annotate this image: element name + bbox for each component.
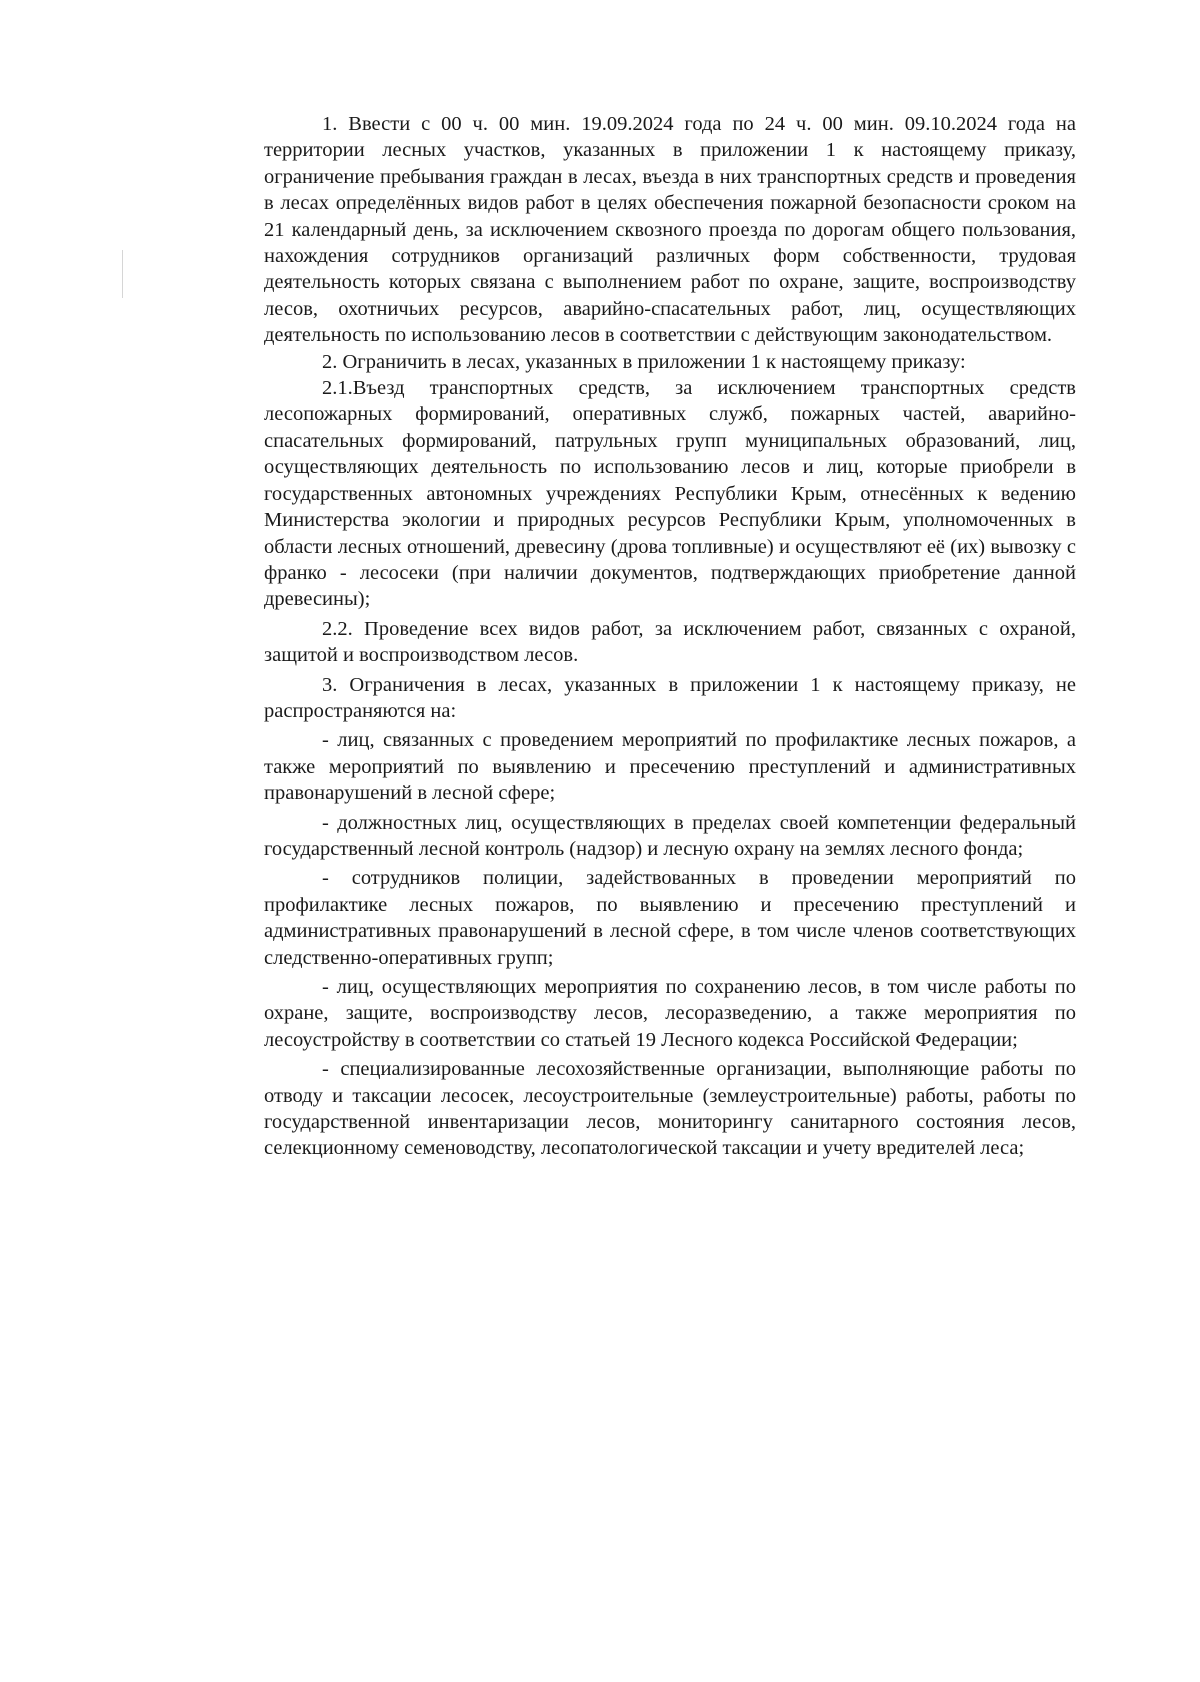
exception-item-police: - сотрудников полиции, задействованных в проведении мероприятий по профилактике лесных пожаров, по выявлению и пресечению преступлений и административных правонарушений в лесной сфере, в том числе членов соответствующих следственно-оперативных групп; [264, 867, 1076, 969]
paragraph-2-1-vehicle-entry: 2.1.Въезд транспортных средств, за исключением транспортных средств лесопожарных формирований, оперативных служб, пожарных частей, аварийно-спасательных формирований, патрульных групп муниципальных образований, лиц, осуществляющих деятельность по использованию лесов и лиц, которые приобрели в государственных автономных учреждениях Республики Крым, отнесённых к ведению Министерства экологии и природных ресурсов Республики Крым, уполномоченных в области лесных отношений, древесину (дрова топливные) и осуществляют её (их) вывозку с франко - лесосеки (при наличии документов, подтверждающих приобретение данной древесины); [264, 377, 1076, 611]
paragraph-1-restriction-period: 1. Ввести с 00 ч. 00 мин. 19.09.2024 года по 24 ч. 00 мин. 09.10.2024 года на территории лесных участков, указанных в приложении 1 к настоящему приказу, ограничение пребывания граждан в лесах, въезда в них транспортных средств и проведения в лесах определённых видов работ в целях обеспечения пожарной безопасности сроком на 21 календарный день, за исключением сквозного проезда по дорогам общего пользования, нахождения сотрудников организаций различных форм собственности, трудовая деятельность которых связана с выполнением работ по охране, защите, воспроизводству лесов, охотничьих ресурсов, аварийно-спасательных работ, лиц, осуществляющих деятельность по использованию лесов в соответствии с действующим законодательством. [264, 113, 1076, 347]
scan-margin-mark [122, 250, 123, 298]
exception-item-officials: - должностных лиц, осуществляющих в пределах своей компетенции федеральный государственный лесной контроль (надзор) и лесную охрану на землях лесного фонда; [264, 811, 1076, 860]
exception-item-specialized-organizations: - специализированные лесохозяйственные организации, выполняющие работы по отводу и таксации лесосек, лесоустроительные (землеустроительные) работы, работы по государственной инвентаризации лесов, мониторингу санитарного состояния лесов, селекционному семеноводству, лесопатологической таксации и учету вредителей леса; [264, 1058, 1076, 1160]
exception-item-fire-prevention: - лиц, связанных с проведением мероприятий по профилактике лесных пожаров, а также мероприятий по выявлению и пресечению преступлений и административных правонарушений в лесной сфере; [264, 729, 1076, 805]
exception-item-forest-conservation: - лиц, осуществляющих мероприятия по сохранению лесов, в том числе работы по охране, защите, воспроизводству лесов, лесоразведению, а также мероприятия по лесоустройству в соответствии со статьей 19 Лесного кодекса Российской Федерации; [264, 976, 1076, 1051]
paragraph-3-exceptions-intro: 3. Ограничения в лесах, указанных в приложении 1 к настоящему приказу, не распространяются на: [264, 673, 1076, 722]
paragraph-2-2-works: 2.2. Проведение всех видов работ, за исключением работ, связанных с охраной, защитой и воспроизводством лесов. [264, 617, 1076, 667]
paragraph-2-restrict-intro: 2. Ограничить в лесах, указанных в приложении 1 к настоящему приказу: [322, 350, 966, 373]
document-body [264, 111, 1076, 1162]
